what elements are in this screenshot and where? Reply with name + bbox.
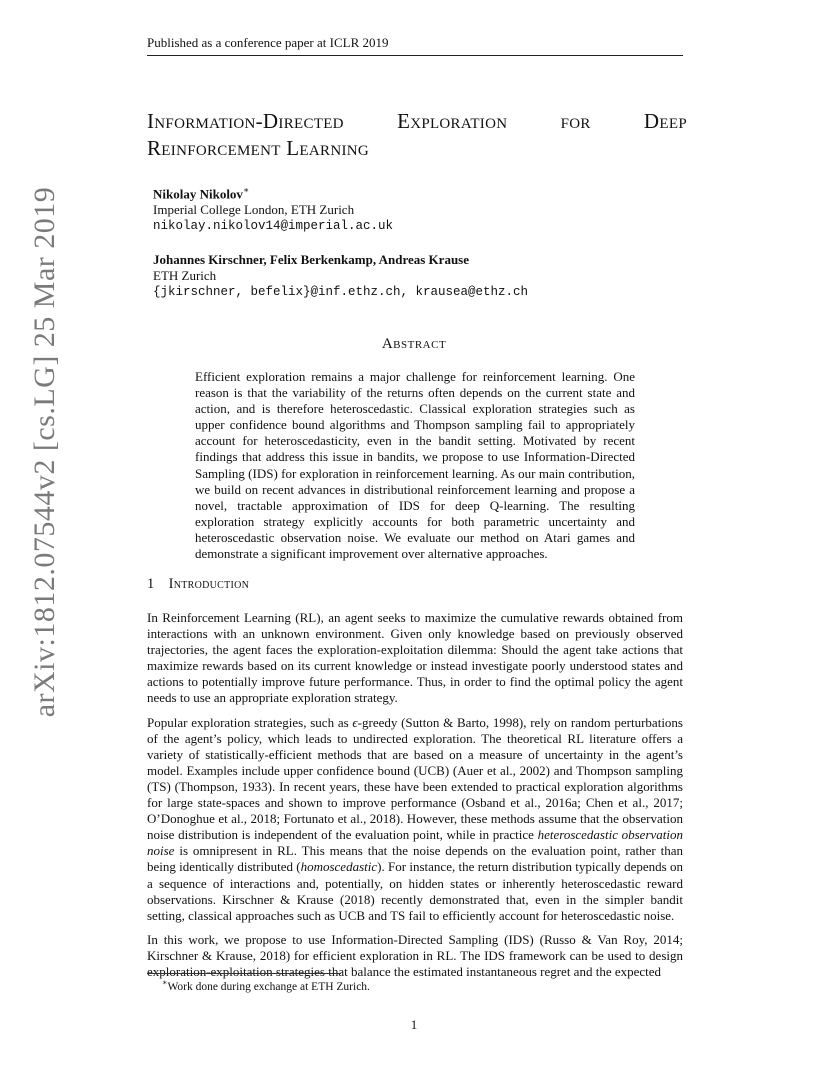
footnote-rule (147, 973, 341, 974)
title-word: Deep (643, 109, 687, 133)
footnote-marker: ∗ (162, 978, 168, 987)
text-run: is omnipresent in RL. This means that the noise depends on the evaluation point, rather than being identically distributed ( (147, 843, 683, 875)
section-title: Introduction (168, 576, 250, 592)
title-word: Information-Directed (147, 109, 344, 133)
section-number: 1 (147, 576, 155, 592)
title-line-2: Reinforcement Learning (147, 136, 370, 160)
author-footnote-marker: ∗ (242, 185, 250, 195)
arxiv-identifier: arXiv:1812.07544v2 [cs.LG] 25 Mar 2019 (28, 186, 61, 718)
paragraph: In Reinforcement Learning (RL), an agent seeks to maximize the cumulative rewards obtained from interactions with an unknown environment. Given only knowledge based on previously observed trajectories, the agent faces the exploration-exploitation dilemma: Should the agent take actions that maximize rewards based on its current knowledge or instead investigate poorly understood states and actions to potentially improve future performance. Thus, in order to find the optimal policy the agent needs to use an appropriate exploration strategy. (147, 610, 683, 706)
math-epsilon: ϵ (352, 714, 358, 730)
text-run: Popular exploration strategies, such as (147, 714, 353, 730)
abstract-text: Efficient exploration remains a major challenge for reinforcement learning. One reason is that the variability of the returns often depends on the current state and action, and is therefore heteroscedastic. Classical exploration strategies such as upper confidence bound algorithms and Thompson sampling fail to appropriately account for heteroscedasticity, even in the bandit setting. Motivated by recent findings that address this issue in bandits, we propose to use Information-Directed Sampling (IDS) for exploration in reinforcement learning. As our main contribution, we build on recent advances in distributional reinforcement learning and propose a novel, tractable approximation of IDS for deep Q-learning. The resulting exploration strategy explicitly accounts for both parametric uncertainty and heteroscedastic observation noise. We evaluate our method on Atari games and demonstrate a significant improvement over alternative approaches. (195, 369, 635, 562)
author-affiliation: ETH Zurich (153, 268, 217, 283)
paragraph: In this work, we propose to use Information-Directed Sampling (IDS) (Russo & Van Roy, 2014; Kirschner & Krause, 2018) for efficient exploration in RL. The IDS framework can be used to design exploration-exploitation strategies that balance the estimated instantaneous regret and the expected (147, 931, 683, 979)
author-name: Nikolay Nikolov (153, 186, 243, 202)
footnote (162, 978, 370, 993)
author-email: {jkirschner, befelix}@inf.ethz.ch, krausea@ethz.ch (153, 285, 529, 299)
author-email: nikolay.nikolov14@imperial.ac.uk (153, 219, 394, 234)
author-block (153, 252, 528, 300)
author-block (153, 182, 393, 234)
paragraph (147, 715, 683, 924)
text-run: ). For instance, the return distribution typically depends on a sequence of interactions and, potentially, on hidden states or inherently heteroscedastic reward observations. Kirschner & Krause (2018) recently demonstrated that, even in the simpler bandit setting, classical approaches such as UCB and TS fail to efficiently account for heteroscedastic noise. (147, 859, 683, 923)
abstract-heading: Abstract (381, 336, 447, 352)
text-run: -greedy (Sutton & Barto, 1998), rely on random perturbations of the agent’s policy, which leads to undirected exploration. The theoretical RL literature offers a variety of statistically-efficient methods that are based on a measure of uncertainty in the agent’s model. Examples include upper confidence bound (UCB) (Auer et al., 2002) and Thompson sampling (TS) (Thompson, 1933). In recent years, these have been extended to practical exploration algorithms for large state-spaces and shown to improve performance (Osband et al., 2016a; Chen et al., 2017; O’Donoghue et al., 2018; Fortunato et al., 2018). However, these methods assume that the observation noise distribution is independent of the evaluation point, while in practice (147, 714, 683, 843)
footnote-text: Work done during exchange at ETH Zurich. (167, 980, 370, 993)
section-heading (147, 576, 249, 593)
title-word: for (560, 109, 591, 133)
author-affiliation: Imperial College London, ETH Zurich (153, 202, 355, 218)
author-names: Johannes Kirschner, Felix Berkenkamp, Andreas Krause (153, 252, 469, 267)
running-header: Published as a conference paper at ICLR 2019 (147, 35, 683, 56)
page-number: 1 (410, 1017, 418, 1032)
paper-title (147, 108, 687, 162)
body-text (147, 610, 683, 988)
title-word: Exploration (397, 109, 508, 133)
emphasis-text: heteroscedastic observation noise (147, 827, 683, 859)
emphasis-text: homoscedastic (300, 859, 378, 875)
